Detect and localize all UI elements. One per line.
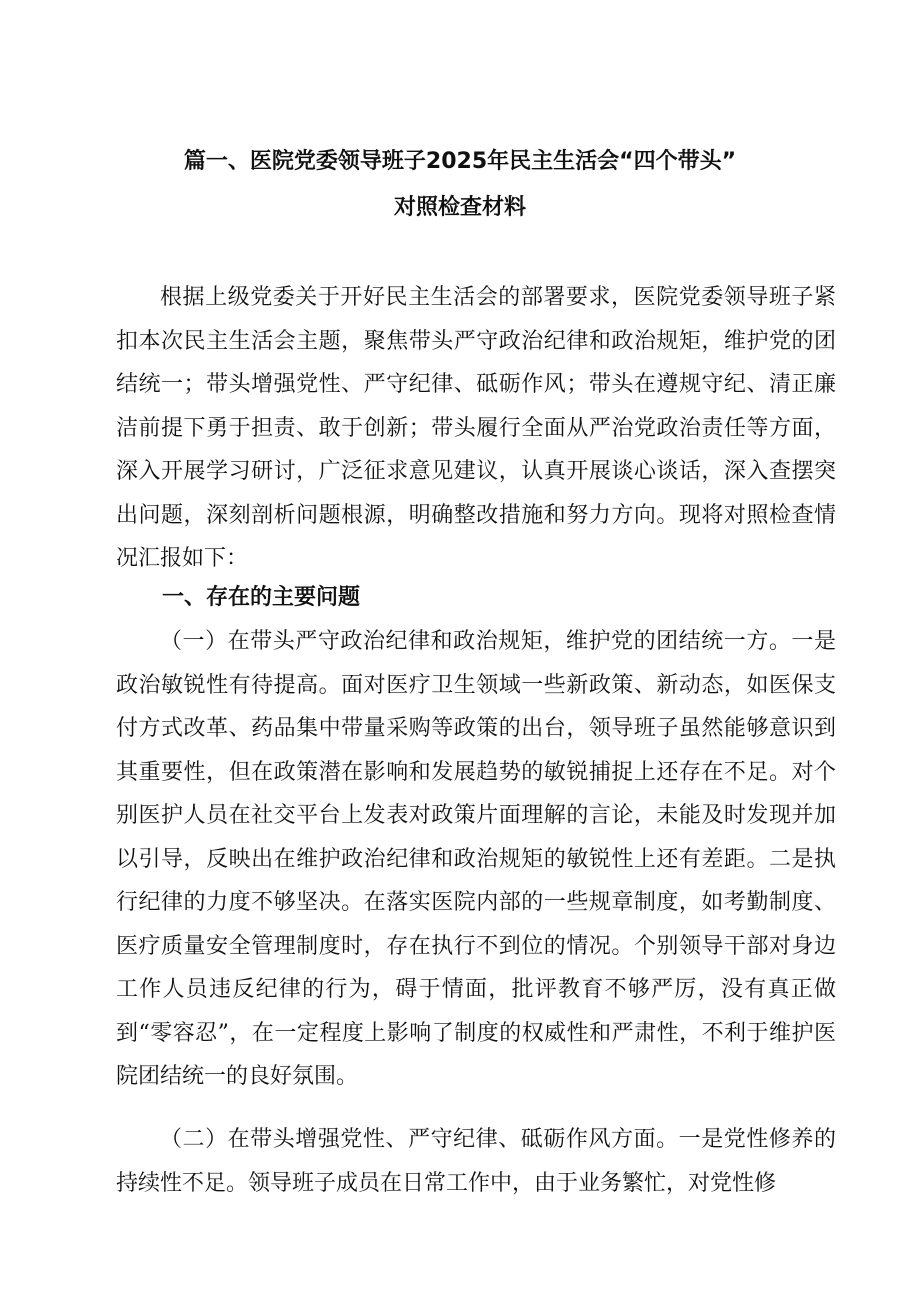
intro-paragraph: 根据上级党委关于开好民主生活会的部署要求，医院党委领导班子紧扣本次民主生活会主题，聚焦带头严守政治纪律和政治规矩，维护党的团结统一；带头增强党性、严守纪律、砥砺作风；带头在遵规守纪、清正廉洁前提下勇于担责、敢于创新；带头履行全面从严治党政治责任等方面，深入开展学习研讨，广泛征求意见建议，认真开展谈心谈话，深入查摆突出问题，深刻剖析问题根源，明确整改措施和努力方向。现将对照检查情况汇报如下： xyxy=(116,285,836,571)
document-title-line-2: 对照检查材料 xyxy=(393,195,526,220)
section-paragraph-2: （二）在带头增强党性、严守纪律、砥砺作风方面。一是党性修养的持续性不足。领导班子成员在日常工作中，由于业务繁忙，对党性修 xyxy=(116,1127,836,1196)
section-heading: 一、存在的主要问题 xyxy=(162,585,361,610)
document-title-line-1: 篇一、医院党委领导班子2025年民主生活会“四个带头” xyxy=(183,149,737,174)
section-paragraph-1: （一）在带头严守政治纪律和政治规矩，维护党的团结统一方。一是政治敏锐性有待提高。面对医疗卫生领域一些新政策、新动态，如医保支付方式改革、药品集中带量采购等政策的出台，领导班子虽然能够意识到其重要性，但在政策潜在影响和发展趋势的敏锐捕捉上还存在不足。对个别医护人员在社交平台上发表对政策片面理解的言论，未能及时发现并加以引导，反映出在维护政治纪律和政治规矩的敏锐性上还有差距。二是执行纪律的力度不够坚决。在落实医院内部的一些规章制度，如考勤制度、医疗质量安全管理制度时，存在执行不到位的情况。个别领导干部对身边工作人员违反纪律的行为，碍于情面，批评教育不够严厉，没有真正做到“零容忍”，在一定程度上影响了制度的权威性和严肃性，不利于维护医院团结统一的良好氛围。 xyxy=(116,629,836,1089)
